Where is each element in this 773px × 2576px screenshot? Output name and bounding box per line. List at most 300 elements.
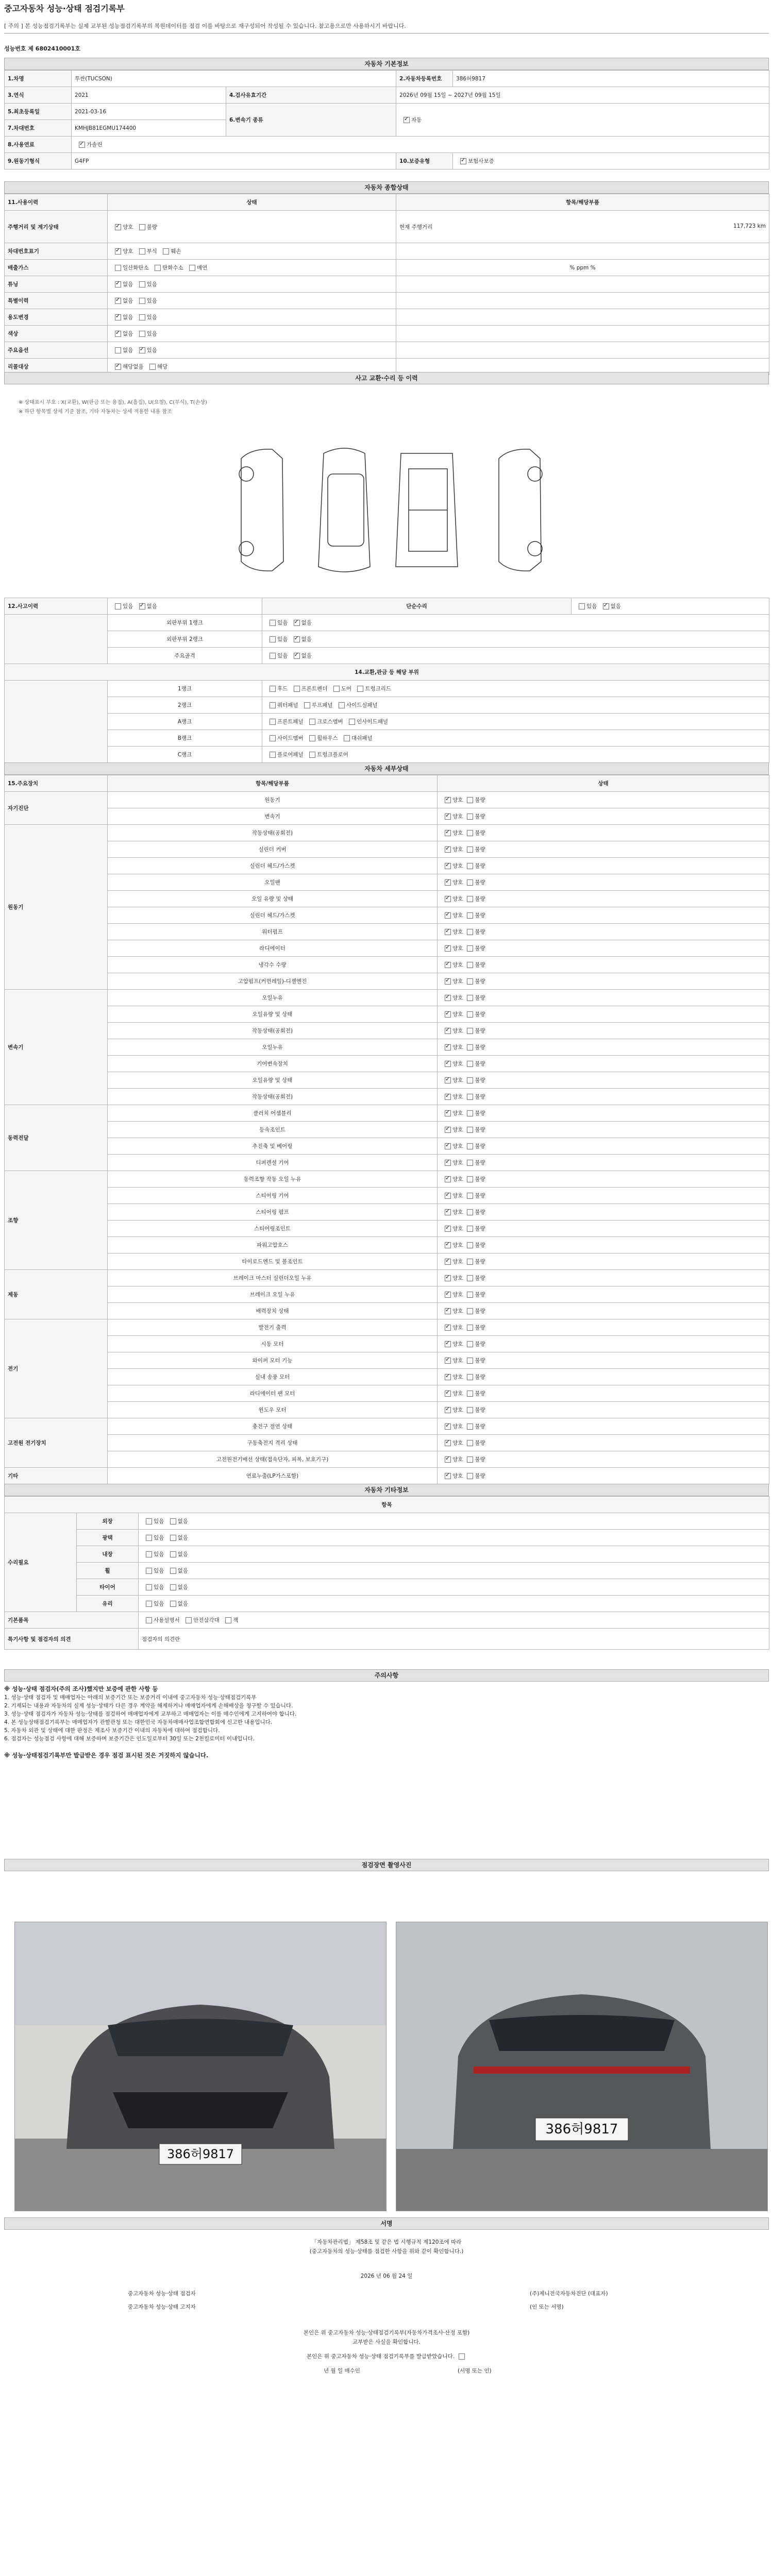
notice-text: [ 주의 ] 본 성능점검기록부는 실제 교부된 성능점검기록부의 복원데이터를 점검 이를 바탕으로 재구성되어 작성될 수 있습니다. 참고용으로만 사용하시기 바랍니다.	[4, 23, 406, 29]
checkbox-yes[interactable]	[139, 281, 145, 287]
state-good-label: 양호	[452, 1110, 463, 1116]
checkbox-yes[interactable]	[139, 331, 145, 337]
checkbox-yes[interactable]	[146, 1535, 152, 1541]
checkbox-side-sill[interactable]	[339, 702, 345, 708]
opinion-text: 점검자의 의견란	[139, 1629, 769, 1650]
receipt-line-3	[4, 2352, 769, 2360]
state-bad-label: 불량	[475, 1358, 485, 1364]
basic-items-label: 기본품목	[5, 1612, 139, 1629]
checkbox-yes[interactable]	[146, 1568, 152, 1574]
extra-interior: 내장	[77, 1546, 139, 1563]
caution-line: 5. 자동차 외관 및 상태에 대한 판정은 제조사 보증기간 이내의 자동차에 대하여 점검합니다.	[4, 1727, 220, 1734]
sign-date: 2026 년 06 월 24 일	[360, 2273, 413, 2279]
checkbox-good[interactable]	[445, 1110, 451, 1116]
checkbox-good[interactable]	[445, 863, 451, 869]
detail-state	[438, 973, 769, 990]
checkbox-bad[interactable]	[467, 1275, 473, 1281]
checkbox-quarter[interactable]	[270, 702, 276, 708]
state-bad-label: 불량	[475, 945, 485, 952]
state-bad-label: 불량	[475, 830, 485, 836]
checkbox-good[interactable]	[445, 1325, 451, 1331]
vin-state: ✓ 양호 부식 훼손	[108, 243, 396, 260]
state-good-label: 양호	[452, 1160, 463, 1166]
checkbox-bad[interactable]	[467, 1110, 473, 1116]
label-plate: 2.자동차등록번호	[396, 71, 453, 87]
state-bad-label: 불량	[475, 846, 485, 853]
checkbox-floor-panel[interactable]	[270, 752, 276, 758]
state-good-label: 양호	[452, 1028, 463, 1034]
checkbox-good[interactable]	[445, 1011, 451, 1018]
checkbox-bad[interactable]	[467, 1358, 473, 1364]
state-good-label: 양호	[452, 929, 463, 935]
checkbox-no[interactable]	[294, 653, 300, 659]
checkbox-bad[interactable]	[467, 863, 473, 869]
checkbox-bad[interactable]	[467, 814, 473, 820]
detail-state	[438, 1105, 769, 1122]
state-good-label: 양호	[452, 945, 463, 952]
checkbox-bad[interactable]	[467, 879, 473, 886]
label-engine-type: 9.원동기형식	[5, 153, 72, 170]
detail-item: 구동축전지 격리 상태	[108, 1435, 438, 1451]
checkbox-yes[interactable]	[149, 364, 156, 370]
accident-state: 있음 ✓없음	[108, 598, 262, 615]
checkbox-yes[interactable]	[270, 620, 276, 626]
detail-table	[4, 775, 769, 1484]
detail-item: 배력장치 상태	[108, 1303, 438, 1319]
label-simple-repair: 단순수리	[262, 598, 572, 615]
checkbox-bad[interactable]	[467, 1440, 473, 1446]
item-mileage: 주행거리 및 계기상태	[5, 211, 108, 243]
checkbox-good[interactable]	[445, 1292, 451, 1298]
checkbox-no[interactable]	[294, 636, 300, 642]
certificate-number: 성능번호 제 6802410001호	[4, 45, 80, 52]
outer-rank-1: 외판부위 1랭크	[108, 615, 262, 631]
checkbox-co[interactable]	[115, 265, 121, 271]
checkbox-bad[interactable]	[467, 1176, 473, 1182]
main-frame-state: 있음 ✓없음	[262, 648, 769, 664]
checkbox-bad[interactable]	[467, 1407, 473, 1413]
color-parts	[396, 326, 769, 342]
mileage-value: 117,723 km	[733, 223, 766, 229]
checkbox-no[interactable]	[170, 1518, 176, 1524]
detail-state	[438, 1451, 769, 1468]
accident-value: 없음	[146, 603, 157, 609]
value-transmission	[396, 104, 769, 137]
checkbox-good[interactable]	[445, 1341, 451, 1347]
checkbox-good[interactable]	[445, 1028, 451, 1034]
checkbox-front-fender[interactable]	[294, 686, 300, 692]
rank-b-parts: 사이드멤버 휠하우스 대쉬패널	[262, 730, 769, 747]
value-first-registration: 2021-03-16	[72, 104, 226, 120]
rank-1-parts: 후드 프론트펜더 도어 트렁크리드	[262, 681, 769, 697]
checkbox-bad[interactable]	[467, 1044, 473, 1050]
checkbox-no[interactable]	[170, 1568, 176, 1574]
detail-state	[438, 1221, 769, 1237]
checkbox-good[interactable]	[445, 929, 451, 935]
checkbox-bad[interactable]	[467, 830, 473, 836]
detail-state	[438, 957, 769, 973]
checkbox-no[interactable]	[603, 603, 609, 609]
checkbox-good[interactable]	[445, 1127, 451, 1133]
detail-state	[438, 1336, 769, 1352]
checkbox-good[interactable]	[445, 797, 451, 803]
checkbox-none[interactable]	[115, 331, 121, 337]
checkbox-cross-member[interactable]	[309, 719, 315, 725]
checkbox-good[interactable]	[445, 1473, 451, 1479]
detail-group-label: 기타	[5, 1468, 108, 1484]
checkbox-bad[interactable]	[467, 1391, 473, 1397]
checkbox-yes[interactable]	[270, 653, 276, 659]
checkbox-safety[interactable]	[186, 1617, 192, 1623]
detail-item: 클러치 어셈블리	[108, 1105, 438, 1122]
mileage-cell	[396, 211, 769, 243]
checkbox-bad[interactable]	[467, 1341, 473, 1347]
checkbox-good[interactable]	[445, 1275, 451, 1281]
checkbox-bad[interactable]	[467, 1308, 473, 1314]
section-basic-info: 자동차 기본정보	[4, 58, 769, 70]
state-bad-label: 불량	[475, 1308, 485, 1314]
detail-state	[438, 1122, 769, 1138]
state-bad-label: 불량	[475, 1391, 485, 1397]
checkbox-good[interactable]	[445, 1440, 451, 1446]
state-good-label: 양호	[452, 814, 463, 820]
car-top-view	[318, 448, 370, 572]
value-plate: 386허9817	[453, 71, 769, 87]
checkbox-auto[interactable]	[404, 117, 410, 123]
checkbox-smoke[interactable]	[189, 265, 195, 271]
extra-interior-state: 있음 없음	[139, 1546, 769, 1563]
checkbox-inside-panel[interactable]	[349, 719, 355, 725]
detail-state	[438, 1072, 769, 1089]
checkbox-good[interactable]	[445, 830, 451, 836]
detail-item: 오일누유	[108, 990, 438, 1006]
checkbox-yes[interactable]	[579, 603, 585, 609]
checkbox-bad[interactable]	[467, 1292, 473, 1298]
checkbox-yes[interactable]	[146, 1601, 152, 1607]
detail-state	[438, 1435, 769, 1451]
checkbox-good[interactable]	[445, 1143, 451, 1149]
detail-item: 추진축 및 베어링	[108, 1138, 438, 1155]
detail-state	[438, 1369, 769, 1385]
checkbox-yes[interactable]	[270, 636, 276, 642]
detail-item: 오일누유	[108, 1039, 438, 1056]
detail-group-label: 자기진단	[5, 792, 108, 825]
label-vin: 7.차대번호	[5, 120, 72, 137]
repair-value: 없음	[610, 603, 621, 609]
car-left-side	[241, 449, 283, 571]
rank-2-parts: 쿼터패널 루프패널 사이드실패널	[262, 697, 769, 714]
checkbox-front-panel[interactable]	[270, 719, 276, 725]
checkbox-yes[interactable]	[139, 314, 145, 320]
item-emission: 배출가스	[5, 260, 108, 276]
special-state: ✓ 없음 있음	[108, 293, 396, 309]
value-fuel	[72, 137, 769, 153]
state-good-label: 양호	[452, 1127, 463, 1133]
detail-item: 충전구 절연 상태	[108, 1418, 438, 1435]
main-frame: 주요골격	[108, 648, 262, 664]
checkbox-none[interactable]	[115, 314, 121, 320]
state-bad-label: 불량	[475, 1028, 485, 1034]
state-good-label: 양호	[452, 830, 463, 836]
detail-state	[438, 1089, 769, 1105]
outer-rank-1-state: 있음 ✓없음	[262, 615, 769, 631]
checkbox-good[interactable]	[445, 1226, 451, 1232]
value-vin: KMHJB81EGMU174400	[72, 120, 226, 137]
detail-item: 오일팬	[108, 874, 438, 891]
checkbox-bad[interactable]	[467, 797, 473, 803]
checkbox-bad[interactable]	[467, 1209, 473, 1215]
receipt-3-text: 본인은 위 중고자동차 성능·상태 점검기록부를 발급받았습니다.	[306, 2353, 455, 2360]
color-state: ✓ 없음 있음	[108, 326, 396, 342]
detail-state	[438, 825, 769, 841]
checkbox-bad[interactable]	[467, 896, 473, 902]
label-rank-area	[5, 681, 108, 763]
detail-state	[438, 1303, 769, 1319]
state-bad-label: 불량	[475, 1160, 485, 1166]
item-recall: 리콜대상	[5, 359, 108, 375]
checkbox-bad[interactable]	[467, 1094, 473, 1100]
checkbox-none[interactable]	[115, 281, 121, 287]
checkbox-hc[interactable]	[155, 265, 161, 271]
checkbox-bad[interactable]	[467, 962, 473, 968]
checkbox-normal[interactable]	[115, 248, 121, 255]
detail-group-label: 변속기	[5, 990, 108, 1105]
detail-item: 타이로드엔드 및 볼조인트	[108, 1253, 438, 1270]
rear-plate-text: 386허9817	[545, 2122, 618, 2137]
checkbox-yes[interactable]	[139, 298, 145, 304]
checkbox-good[interactable]	[445, 1358, 451, 1364]
state-good-label: 양호	[452, 1456, 463, 1463]
checkbox-good[interactable]	[445, 1423, 451, 1430]
detail-item: 동력조향 작동 오일 누유	[108, 1171, 438, 1188]
detail-item: 작동상태(공회전)	[108, 825, 438, 841]
checkbox-hood[interactable]	[270, 686, 276, 692]
extra-table	[4, 1496, 769, 1650]
detail-item: 기어변속장치	[108, 1056, 438, 1072]
detail-state	[438, 990, 769, 1006]
detail-item: 실내 송풍 모터	[108, 1369, 438, 1385]
checkbox-trunk-floor[interactable]	[309, 752, 315, 758]
accident-table	[4, 598, 769, 763]
detail-group-label: 제동	[5, 1270, 108, 1319]
detail-group-label: 동력전달	[5, 1105, 108, 1171]
vin-parts	[396, 243, 769, 260]
checkbox-no[interactable]	[170, 1601, 176, 1607]
value-car-name: 투싼(TUCSON)	[72, 71, 396, 87]
checkbox-trunk[interactable]	[357, 686, 363, 692]
checkbox-corrosion[interactable]	[139, 248, 145, 255]
checkbox-good[interactable]	[445, 1308, 451, 1314]
checkbox-good[interactable]	[445, 995, 451, 1001]
checkbox-bad[interactable]	[467, 846, 473, 853]
checkbox-yes[interactable]	[146, 1518, 152, 1524]
detail-state	[438, 792, 769, 808]
checkbox-bad[interactable]	[467, 1061, 473, 1067]
checkbox-no[interactable]	[294, 620, 300, 626]
detail-item: 냉각수 수량	[108, 957, 438, 973]
checkbox-bad[interactable]	[467, 1242, 473, 1248]
checkbox-bad[interactable]	[467, 1473, 473, 1479]
detail-item: 스티어링조인트	[108, 1221, 438, 1237]
checkbox-good[interactable]	[445, 814, 451, 820]
car-diagram	[226, 443, 556, 577]
checkbox-bad[interactable]	[467, 1325, 473, 1331]
checkbox-bad[interactable]	[467, 1259, 473, 1265]
checkbox-good[interactable]	[445, 1094, 451, 1100]
checkbox-bad[interactable]	[467, 978, 473, 985]
checkbox-bad[interactable]	[467, 1456, 473, 1463]
checkbox-good[interactable]	[445, 912, 451, 919]
state-good-label: 양호	[452, 1423, 463, 1430]
checkbox-good[interactable]	[445, 896, 451, 902]
checkbox-bad[interactable]	[139, 224, 145, 230]
checkbox-good[interactable]	[445, 1061, 451, 1067]
checkbox-no[interactable]	[170, 1535, 176, 1541]
checkbox-gasoline[interactable]	[79, 142, 85, 148]
checkbox-bad[interactable]	[467, 1011, 473, 1018]
checkbox-bad[interactable]	[467, 1143, 473, 1149]
warranty-value: 보험사보증	[468, 158, 494, 164]
checkbox-none[interactable]	[115, 364, 121, 370]
checkbox-no[interactable]	[170, 1551, 176, 1557]
checkbox-yes[interactable]	[115, 603, 121, 609]
checkbox-bad[interactable]	[467, 995, 473, 1001]
checkbox-yes[interactable]	[139, 347, 145, 353]
state-good-label: 양호	[452, 1242, 463, 1248]
detail-group-label: 원동기	[5, 825, 108, 990]
checkbox-good[interactable]	[445, 1044, 451, 1050]
checkbox-none[interactable]	[115, 298, 121, 304]
checkbox-good[interactable]	[445, 945, 451, 952]
checkbox-owners-manual[interactable]	[146, 1617, 152, 1623]
state-good-label: 양호	[452, 879, 463, 886]
checkbox-good[interactable]	[445, 1407, 451, 1413]
detail-state	[438, 1171, 769, 1188]
checkbox-good[interactable]	[115, 224, 121, 230]
checkbox-bad[interactable]	[467, 1193, 473, 1199]
detail-item: 발전기 출력	[108, 1319, 438, 1336]
receipt-line-1: 본인은 위 중고자동차 성능·상태점검기록부(자동차가격조사·산정 포함)	[303, 2330, 470, 2336]
header-usage: 11.사용이력	[5, 194, 108, 211]
checkbox-good[interactable]	[445, 1242, 451, 1248]
sign-line-2: (중고자동차의 성능·상태를 점검한 사항을 위와 같이 확인합니다.)	[309, 2248, 464, 2255]
detail-state	[438, 1204, 769, 1221]
checkbox-yes[interactable]	[146, 1551, 152, 1557]
checkbox-bad[interactable]	[467, 1160, 473, 1166]
state-bad-label: 불량	[475, 1110, 485, 1116]
repair-state: 있음 ✓없음	[572, 598, 769, 615]
checkbox-bad[interactable]	[467, 929, 473, 935]
checkbox-bad[interactable]	[467, 1374, 473, 1380]
state-good-label: 양호	[452, 1226, 463, 1232]
checkbox-door[interactable]	[333, 686, 340, 692]
checkbox-good[interactable]	[445, 962, 451, 968]
checkbox-good[interactable]	[445, 978, 451, 985]
label-year: 3.연식	[5, 87, 72, 104]
car-right-side	[499, 449, 541, 571]
detail-state	[438, 1237, 769, 1253]
checkbox-receipt[interactable]	[459, 2353, 465, 2360]
state-good-label: 양호	[452, 912, 463, 919]
detail-item: 와이퍼 모터 기능	[108, 1352, 438, 1369]
caution-line: 4. 본 성능상태점검기록부는 매매업자가 관할관청 또는 대한민국 자동차매매사업조합연합회에 신고한 내용입니다.	[4, 1719, 273, 1725]
checkbox-no[interactable]	[170, 1584, 176, 1590]
label-accident: 12.사고이력	[5, 598, 108, 615]
checkbox-dash-panel[interactable]	[344, 735, 350, 741]
checkbox-good[interactable]	[445, 1456, 451, 1463]
state-good-label: 양호	[452, 1341, 463, 1347]
checkbox-wheel-house[interactable]	[309, 735, 315, 741]
checkbox-bad[interactable]	[467, 1226, 473, 1232]
state-bad-label: 불량	[475, 978, 485, 985]
state-bad-label: 불량	[475, 814, 485, 820]
detail-item: 라디에이터	[108, 940, 438, 957]
extra-gloss-state: 있음 없음	[139, 1530, 769, 1546]
checkbox-bad[interactable]	[467, 1423, 473, 1430]
extra-tire-state: 있음 없음	[139, 1579, 769, 1596]
state-bad-label: 불량	[475, 797, 485, 803]
checkbox-good[interactable]	[445, 1259, 451, 1265]
checkbox-none[interactable]	[115, 347, 121, 353]
checkbox-bad[interactable]	[467, 912, 473, 919]
extra-sub: 항목	[5, 1497, 769, 1513]
checkbox-roof[interactable]	[304, 702, 310, 708]
state-good-label: 양호	[452, 1061, 463, 1067]
checkbox-good[interactable]	[445, 1160, 451, 1166]
checkbox-side-member[interactable]	[270, 735, 276, 741]
state-good-label: 양호	[452, 1077, 463, 1083]
state-good-label: 양호	[452, 863, 463, 869]
state-good-label: 양호	[452, 995, 463, 1001]
checkbox-bad[interactable]	[467, 945, 473, 952]
label-exchange-history	[5, 615, 108, 664]
state-good-label: 양호	[452, 1292, 463, 1298]
state-bad-label: 불량	[475, 1044, 485, 1050]
checkbox-good[interactable]	[445, 1077, 451, 1083]
detail-state	[438, 940, 769, 957]
checkbox-good[interactable]	[445, 1374, 451, 1380]
checkbox-no[interactable]	[139, 603, 145, 609]
checkbox-insurance-warranty[interactable]	[460, 158, 466, 164]
checkbox-yes[interactable]	[146, 1584, 152, 1590]
options-state: 없음 ✓있음	[108, 342, 396, 359]
state-good-label: 양호	[452, 896, 463, 902]
tuning-state: ✓ 없음 있음	[108, 276, 396, 293]
state-good-label: 양호	[452, 978, 463, 985]
extra-wheel-state: 있음 없음	[139, 1563, 769, 1579]
checkbox-damage[interactable]	[163, 248, 169, 255]
checkbox-bad[interactable]	[467, 1028, 473, 1034]
rank-c: C랭크	[108, 747, 262, 763]
state-bad-label: 불량	[475, 1473, 485, 1479]
section-damage: 사고 교환·수리 등 이력	[4, 372, 769, 384]
damage-legend-2: ※ 하단 항목별 상세 기준 참조, 기타 자동차는 상세 적용한 내용 참조	[19, 409, 172, 415]
item-vin-mark: 차대번호표기	[5, 243, 108, 260]
checkbox-good[interactable]	[445, 1193, 451, 1199]
state-bad-label: 불량	[475, 1077, 485, 1083]
front-plate-text: 386허9817	[166, 2147, 234, 2161]
checkbox-good[interactable]	[445, 846, 451, 853]
transmission-value: 자동	[411, 117, 422, 123]
checkbox-jack[interactable]	[225, 1617, 231, 1623]
checkbox-good[interactable]	[445, 1209, 451, 1215]
checkbox-good[interactable]	[445, 879, 451, 886]
checkbox-good[interactable]	[445, 1391, 451, 1397]
detail-item: 파워고압호스	[108, 1237, 438, 1253]
checkbox-bad[interactable]	[467, 1077, 473, 1083]
checkbox-bad[interactable]	[467, 1127, 473, 1133]
checkbox-good[interactable]	[445, 1176, 451, 1182]
